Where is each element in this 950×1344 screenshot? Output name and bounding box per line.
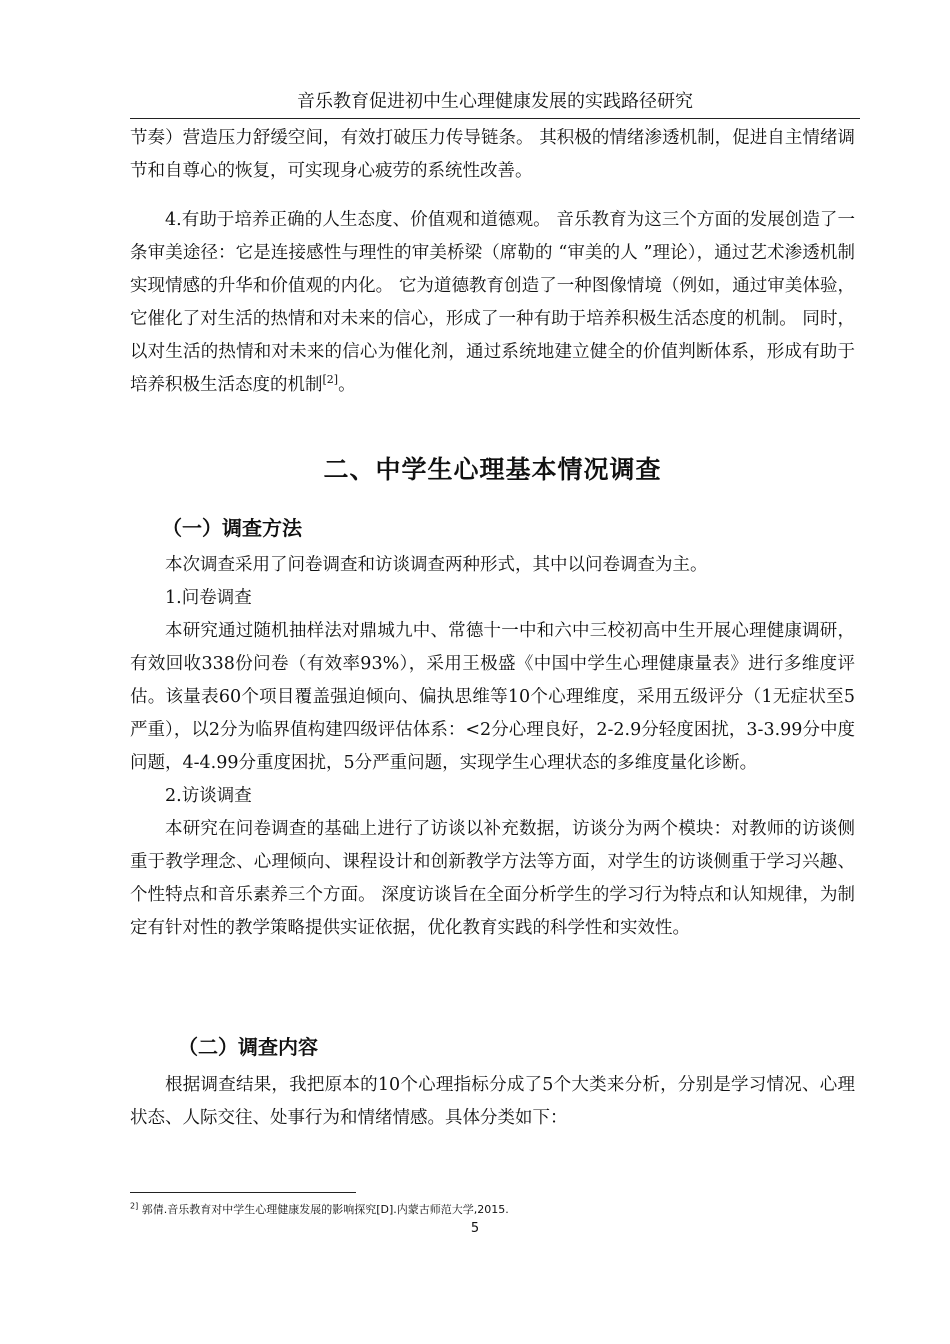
header-rule: [130, 118, 860, 119]
interview-title: 2.访谈调查: [165, 786, 252, 806]
method-intro: 本次调查采用了问卷调查和访谈调查两种形式，其中以问卷调查为主。: [165, 555, 708, 575]
citation-ref[interactable]: [2]: [322, 373, 339, 387]
section-heading: 二、中学生心理基本情况调查: [323, 455, 662, 484]
footnote-mark: 2: [130, 1201, 136, 1211]
page-number: 5: [470, 1221, 480, 1236]
questionnaire-title: 1.问卷调查: [165, 588, 252, 608]
point-4-text: 4.有助于培养正确的人生态度、价值观和道德观。 音乐教育为这三个方面的发展创造了一条审美途径：它是连接感性与理性的审美桥梁（席勒的 “审美的人 ”理论），通过艺术渗透机制实现情感的升华和价值观的内化。 它为道德教育创造了一种图像情境（例如，通过审美体验，它催化了对生活的热情和对未来的信心，形成了一种有助于培养积极生活态度的机制。 同时，以对生活的热情和对未来的信心为催化剂，通过系统地建立健全的价值判断体系，形成有助于培养积极生活态度的机制: [130, 210, 855, 395]
footnote-text: 郭倩.音乐教育对中学生心理健康发展的影响探究[D].内蒙古师范大学,2015.: [138, 1203, 509, 1216]
method-block: [130, 549, 855, 945]
questionnaire-text: 本研究通过随机抽样法对鼎城九中、常德十一中和六中三校初高中生开展心理健康调研，有效回收338份问卷（有效率93%），采用王极盛《中国中学生心理健康量表》进行多维度评估。该量表60个项目覆盖强迫倾向、偏执思维等10个心理维度，采用五级评分（1无症状至5严重），以2分为临界值构建四级评估体系：<2分心理良好，2-2.9分轻度困扰，3-3.99分中度问题，4-4.99分重度困扰，5分严重问题，实现学生心理状态的多维度量化诊断。: [130, 621, 855, 773]
footnote: [130, 1201, 509, 1217]
continued-paragraph: 节奏）营造压力舒缓空间，有效打破压力传导链条。 其积极的情绪渗透机制，促进自主情绪调节和自尊心的恢复，可实现身心疲劳的系统性改善。: [130, 128, 855, 181]
running-header: 音乐教育促进初中生心理健康发展的实践路径研究: [297, 91, 693, 112]
subsection-heading-method: （一）调查方法: [162, 516, 302, 540]
interview-text: 本研究在问卷调查的基础上进行了访谈以补充数据，访谈分为两个模块：对教师的访谈侧重于教学理念、心理倾向、课程设计和创新教学方法等方面，对学生的访谈侧重于学习兴趣、个性特点和音乐素养三个方面。 深度访谈旨在全面分析学生的学习行为特点和认知规律，为制定有针对性的教学策略提供实证依据，优化教育实践的科学性和实效性。: [130, 819, 855, 938]
point-4-block: [130, 204, 855, 402]
content-paragraph: 根据调查结果，我把原本的10个心理指标分成了5个大类来分析，分别是学习情况、心理状态、人际交往、处事行为和情绪情感。具体分类如下：: [130, 1075, 855, 1128]
content-block: [130, 1069, 855, 1135]
subsection-heading-content: （二）调查内容: [178, 1035, 318, 1059]
point-4-end: 。: [338, 375, 356, 395]
footnote-bracket: ]: [135, 1201, 139, 1211]
point-4-paragraph: [130, 204, 855, 402]
footnote-rule: [130, 1192, 356, 1193]
continued-paragraph-block: [130, 122, 855, 188]
